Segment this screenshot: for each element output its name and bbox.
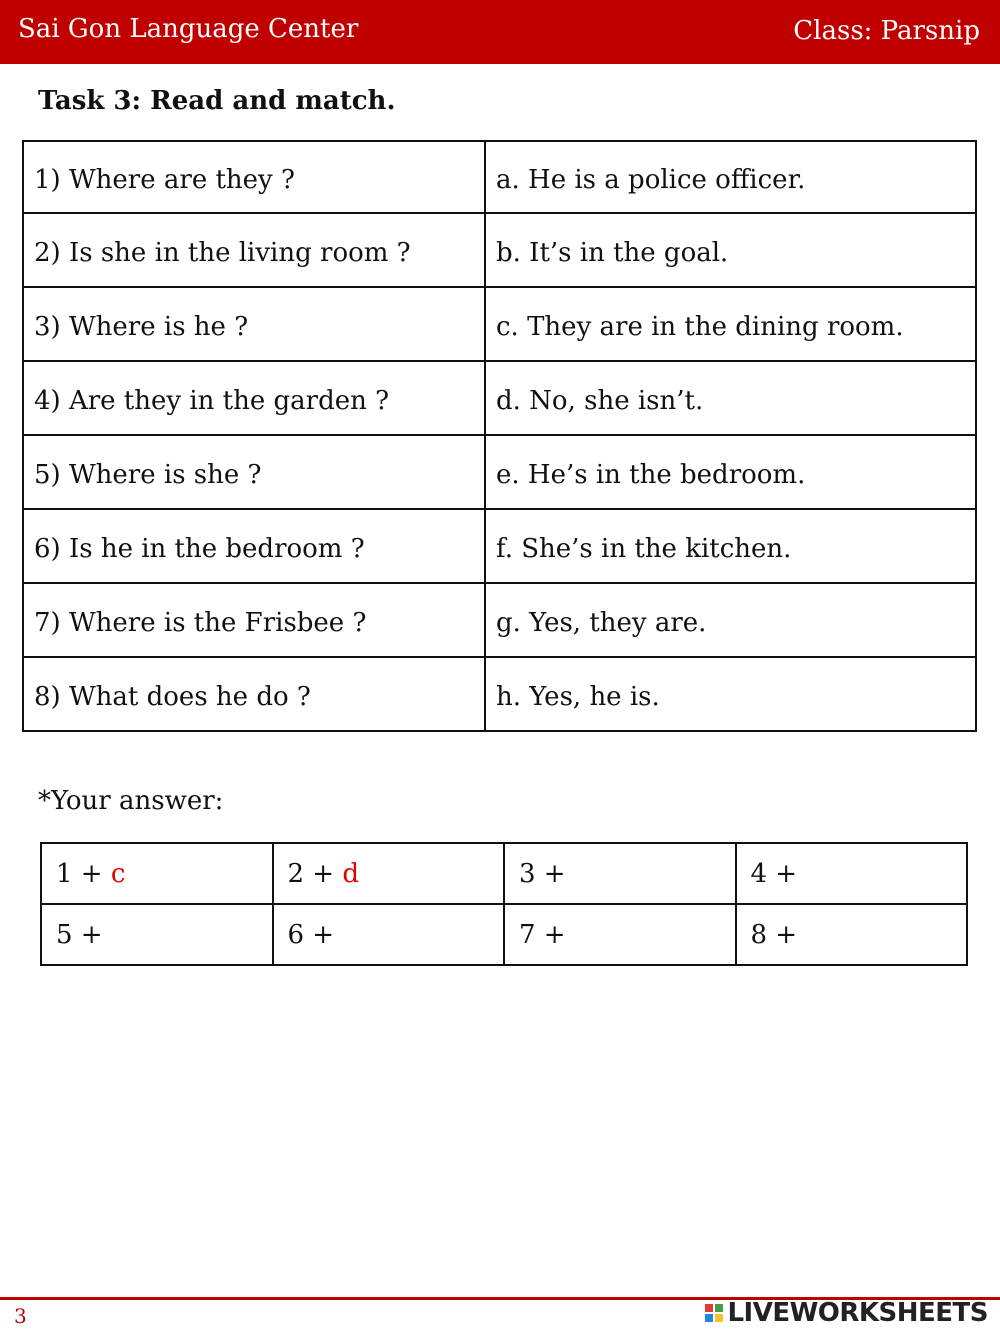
question-cell: 8) What does he do ? <box>23 657 485 731</box>
question-cell: 2) Is she in the living room ? <box>23 213 485 287</box>
your-answer-label: *Your answer: <box>38 786 224 816</box>
liveworksheets-logo[interactable] <box>705 1297 988 1329</box>
task-title: Task 3: Read and match. <box>38 86 396 116</box>
answer-input[interactable]: d <box>342 858 360 889</box>
answer-prefix: 3 + <box>519 858 566 889</box>
answer-option-cell: b. It’s in the goal. <box>485 213 976 287</box>
table-row <box>23 141 976 213</box>
question-cell: 1) Where are they ? <box>23 141 485 213</box>
table-row <box>23 287 976 361</box>
answer-cell-3[interactable] <box>504 843 736 904</box>
answer-cell-5[interactable] <box>41 904 273 965</box>
table-row <box>23 583 976 657</box>
question-cell: 7) Where is the Frisbee ? <box>23 583 485 657</box>
answer-option-cell: a. He is a police officer. <box>485 141 976 213</box>
match-table <box>22 140 977 732</box>
table-row <box>41 904 967 965</box>
logo-blocks-icon <box>705 1304 723 1322</box>
answer-option-cell: g. Yes, they are. <box>485 583 976 657</box>
answer-prefix: 5 + <box>56 919 103 950</box>
school-name: Sai Gon Language Center <box>18 14 359 44</box>
answer-cell-7[interactable] <box>504 904 736 965</box>
answer-cell-8[interactable] <box>736 904 968 965</box>
answer-cell-2[interactable] <box>273 843 505 904</box>
answer-grid <box>40 842 968 966</box>
answer-prefix: 1 + <box>56 858 111 889</box>
answer-input[interactable]: c <box>110 858 126 889</box>
answer-cell-1[interactable] <box>41 843 273 904</box>
answer-prefix: 8 + <box>750 919 798 950</box>
question-cell: 5) Where is she ? <box>23 435 485 509</box>
answer-option-cell: h. Yes, he is. <box>485 657 976 731</box>
answer-cell-6[interactable] <box>273 904 505 965</box>
answer-cell-4[interactable] <box>736 843 968 904</box>
class-label: Class: Parsnip <box>793 16 980 46</box>
question-cell: 6) Is he in the bedroom ? <box>23 509 485 583</box>
page-number: 3 <box>14 1304 27 1328</box>
table-row <box>23 509 976 583</box>
answer-option-cell: f. She’s in the kitchen. <box>485 509 976 583</box>
table-row <box>23 435 976 509</box>
table-row <box>41 843 967 904</box>
question-cell: 3) Where is he ? <box>23 287 485 361</box>
answer-option-cell: e. He’s in the bedroom. <box>485 435 976 509</box>
answer-prefix: 6 + <box>287 919 335 950</box>
table-row <box>23 361 976 435</box>
answer-option-cell: c. They are in the dining room. <box>485 287 976 361</box>
question-cell: 4) Are they in the garden ? <box>23 361 485 435</box>
logo-text: LIVEWORKSHEETS <box>727 1298 988 1328</box>
table-row <box>23 657 976 731</box>
answer-prefix: 4 + <box>750 858 798 889</box>
table-row <box>23 213 976 287</box>
answer-prefix: 7 + <box>519 919 566 950</box>
page-header <box>0 0 1000 64</box>
answer-prefix: 2 + <box>287 858 343 889</box>
answer-option-cell: d. No, she isn’t. <box>485 361 976 435</box>
